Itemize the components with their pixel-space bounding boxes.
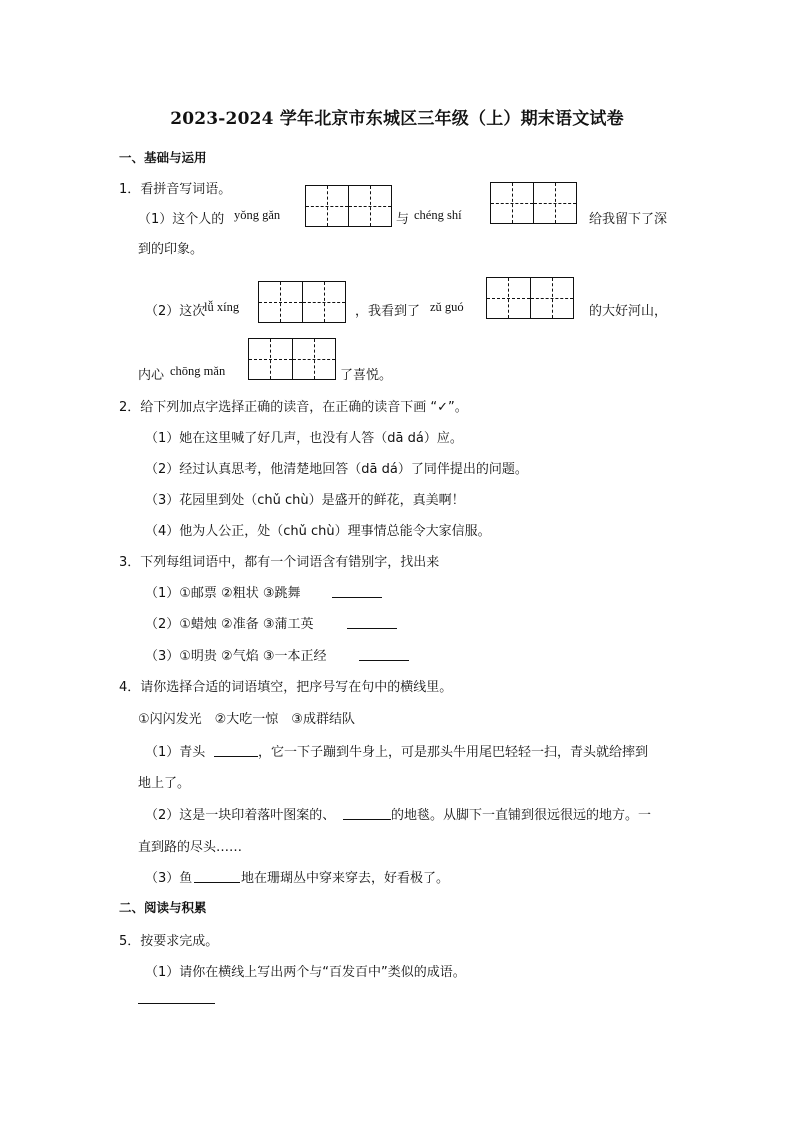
question-2-item-2: （2）经过认真思考，他清楚地回答（dā dá）了同伴提出的问题。 (145, 462, 528, 477)
writing-grid-chengshi[interactable] (490, 182, 577, 224)
question-4-item-2-blank[interactable] (343, 819, 391, 820)
question-3-item-3: （3）①明贵 ②气焰 ③一本正经 (145, 649, 327, 664)
writing-grid-yonggan[interactable] (305, 185, 392, 227)
question-1-part3-suffix: 了喜悦。 (340, 368, 393, 383)
question-1-pinyin-chengshi: chéng shí (414, 208, 462, 222)
question-1-pinyin-chongman: chōng mǎn (170, 364, 226, 378)
section-heading-basics: 一、基础与运用 (119, 150, 207, 165)
question-3-answer-blank-3[interactable] (359, 660, 409, 661)
question-4-item-3-text: 地在珊瑚丛中穿来穿去，好看极了。 (241, 871, 450, 886)
question-1-part2-suffix: 的大好河山， (589, 304, 668, 319)
question-1-part1-continuation: 到的印象。 (138, 242, 204, 257)
question-4-stem: 4．请你选择合适的词语填空，把序号写在句中的横线里。 (119, 680, 453, 695)
question-4-item-1-blank[interactable] (214, 756, 258, 757)
question-4-item-3-prefix: （3）鱼 (145, 871, 193, 886)
question-2-item-4: （4）他为人公正，处（chǔ chù）理事情总能令大家信服。 (145, 524, 491, 539)
section-heading-reading: 二、阅读与积累 (119, 900, 207, 915)
question-4-options: ①闪闪发光 ②大吃一惊 ③成群结队 (138, 712, 355, 727)
question-4-item-1-continuation: 地上了。 (138, 776, 191, 791)
question-1-part1-connector: 与 (396, 212, 410, 227)
question-5-answer-line[interactable] (138, 1003, 215, 1004)
question-2-item-3: （3）花园里到处（chǔ chù）是盛开的鲜花，真美啊！ (145, 493, 465, 508)
question-2-item-1: （1）她在这里喊了好几声，也没有人答（dā dá）应。 (145, 431, 463, 446)
question-4-item-2-text: 的地毯。从脚下一直铺到很远很远的地方。一 (391, 808, 652, 823)
question-5-stem: 5．按要求完成。 (119, 934, 219, 949)
question-1-stem: 1．看拼音写词语。 (119, 182, 232, 197)
question-1-pinyin-zuguo: zǔ guó (430, 300, 464, 314)
page-title: 2023-2024 学年北京市东城区三年级（上）期末语文试卷 (170, 109, 624, 129)
question-3-stem: 3．下列每组词语中，都有一个词语含有错别字，找出来 (119, 555, 440, 570)
question-4-item-1-text: ，它一下子蹦到牛身上，可是那头牛用尾巴轻轻一扫，青头就给摔到 (258, 745, 649, 760)
question-4-item-2-continuation: 直到路的尽头…… (138, 840, 243, 855)
writing-grid-chongman[interactable] (248, 338, 336, 380)
question-1-part3-prefix: 内心 (138, 368, 165, 383)
question-1-part2-prefix: （2）这次 (145, 304, 206, 319)
writing-grid-lvxing[interactable] (258, 281, 346, 323)
writing-grid-zuguo[interactable] (486, 277, 574, 319)
question-4-item-2-prefix: （2）这是一块印着落叶图案的、 (145, 808, 336, 823)
question-3-answer-blank-1[interactable] (332, 597, 382, 598)
question-1-pinyin-lvxing: lǚ xíng (204, 300, 240, 314)
question-1-part2-middle: ，我看到了 (355, 304, 421, 319)
question-3-answer-blank-2[interactable] (347, 628, 397, 629)
question-5-item-1: （1）请你在横线上写出两个与“百发百中”类似的成语。 (145, 965, 466, 980)
question-1-pinyin-yonggan: yǒng gǎn (234, 208, 281, 222)
question-1-part1-prefix: （1）这个人的 (138, 212, 225, 227)
question-4-item-1-prefix: （1）青头 (145, 745, 206, 760)
question-3-item-2: （2）①蜡烛 ②准备 ③蒲工英 (145, 617, 314, 632)
question-2-stem: 2．给下列加点字选择正确的读音，在正确的读音下画 “✓”。 (119, 400, 468, 415)
question-1-part1-suffix: 给我留下了深 (589, 212, 668, 227)
question-3-item-1: （1）①邮票 ②粗状 ③跳舞 (145, 586, 301, 601)
question-4-item-3-blank[interactable] (194, 882, 240, 883)
